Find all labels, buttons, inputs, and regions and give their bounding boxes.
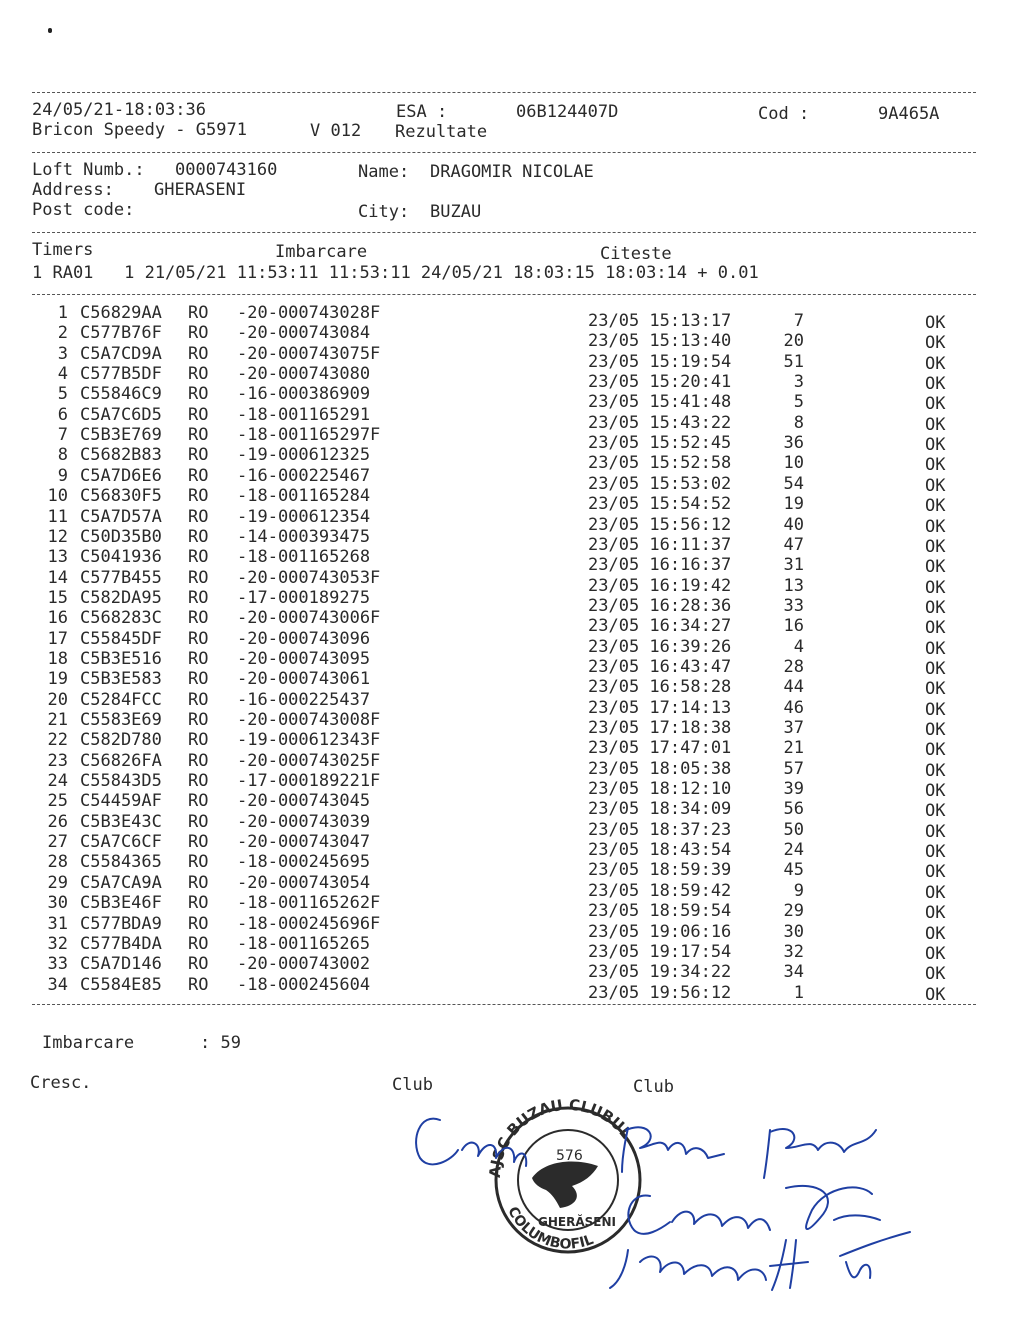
row-country: RO [188, 872, 209, 893]
row-number: 26 [47, 811, 68, 832]
row-arrival-time: 23/05 15:41:48 [588, 392, 732, 413]
row-number: 21 [47, 710, 68, 730]
device-name: Bricon Speedy - G5971 [32, 120, 247, 140]
row-arrival-time: 23/05 15:20:41 [588, 372, 732, 393]
row-number: 9 [57, 465, 68, 486]
row-ring-number: -18-000245696F [237, 913, 381, 934]
row-status: OK [925, 333, 946, 354]
row-chip-id: C5A7D57A [80, 506, 162, 527]
row-number: 4 [57, 364, 68, 385]
cod-label: Cod : [758, 104, 810, 124]
row-place: 10 [783, 453, 804, 474]
row-ring-number: -18-001165268 [237, 547, 371, 568]
row-status: OK [925, 536, 946, 557]
row-ring-number: -16-000386909 [237, 384, 371, 405]
row-country: RO [188, 567, 209, 588]
row-number: 33 [47, 954, 68, 975]
row-status: OK [925, 720, 946, 740]
row-chip-id: C56830F5 [80, 486, 162, 507]
row-chip-id: C5B3E46F [80, 893, 162, 914]
row-place: 19 [783, 494, 804, 515]
row-ring-number: -17-000189221F [237, 771, 381, 792]
row-arrival-time: 23/05 15:43:22 [588, 412, 732, 433]
row-place: 54 [783, 473, 804, 494]
row-country: RO [188, 404, 209, 425]
row-number: 31 [47, 913, 68, 934]
row-arrival-time: 23/05 19:06:16 [588, 921, 732, 942]
row-number: 6 [57, 404, 68, 425]
owner-name: DRAGOMIR NICOLAE [430, 162, 594, 182]
row-status: OK [925, 984, 946, 1005]
row-number: 10 [47, 486, 68, 507]
row-place: 9 [793, 880, 804, 901]
row-place: 5 [793, 392, 804, 413]
row-ring-number: -20-000743054 [237, 872, 371, 893]
row-place: 47 [783, 534, 804, 555]
row-chip-id: C577BDA9 [80, 913, 162, 934]
stamp-center-text: GHERĂSENI [538, 1215, 616, 1229]
row-chip-id: C577B455 [80, 567, 162, 588]
device-version: V 012 [310, 121, 362, 141]
row-arrival-time: 23/05 15:56:12 [588, 514, 732, 535]
row-arrival-time: 23/05 16:34:27 [588, 616, 732, 637]
row-place: 50 [783, 819, 804, 840]
row-chip-id: C56829AA [80, 303, 162, 323]
row-chip-id: C5041936 [80, 547, 162, 568]
row-number: 12 [47, 526, 68, 547]
club-label-1: Club [392, 1075, 433, 1095]
row-ring-number: -20-000743053F [237, 567, 381, 588]
row-status: OK [925, 964, 946, 985]
row-ring-number: -19-000612343F [237, 730, 381, 751]
row-ring-number: -20-000743002 [237, 954, 371, 975]
row-country: RO [188, 506, 209, 527]
row-place: 37 [783, 718, 804, 738]
row-status: OK [925, 658, 946, 679]
cod-value: 9A465A [878, 104, 940, 124]
row-ring-number: -16-000225467 [237, 465, 371, 486]
row-place: 3 [793, 372, 804, 393]
row-country: RO [188, 648, 209, 669]
row-arrival-time: 23/05 15:53:02 [588, 473, 732, 494]
row-ring-number: -14-000393475 [237, 526, 371, 547]
timers-title: Timers [32, 240, 94, 260]
row-country: RO [188, 954, 209, 975]
row-place: 1 [793, 982, 804, 1003]
row-country: RO [188, 465, 209, 486]
row-number: 28 [47, 852, 68, 873]
row-country: RO [188, 852, 209, 873]
signature-club-1 [622, 1127, 724, 1172]
row-number: 17 [47, 628, 68, 649]
row-chip-id: C5A7C6D5 [80, 404, 162, 425]
row-number: 29 [47, 872, 68, 893]
esa-label: ESA : [396, 102, 448, 122]
row-chip-id: C5B3E43C [80, 811, 162, 832]
row-country: RO [188, 364, 209, 385]
row-place: 44 [783, 677, 804, 698]
row-chip-id: C5584E85 [80, 974, 162, 995]
row-ring-number: -18-001165297F [237, 425, 381, 446]
row-arrival-time: 23/05 16:28:36 [588, 595, 732, 616]
row-place: 4 [793, 636, 804, 657]
row-chip-id: C5B3E516 [80, 648, 162, 669]
row-arrival-time: 23/05 15:52:45 [588, 433, 732, 454]
report-datetime: 24/05/21-18:03:36 [32, 100, 206, 120]
row-status: OK [925, 679, 946, 700]
row-chip-id: C5A7D6E6 [80, 465, 162, 486]
row-place: 29 [783, 901, 804, 922]
row-arrival-time: 23/05 18:12:10 [588, 779, 732, 800]
row-chip-id: C5583E69 [80, 710, 162, 730]
row-arrival-time: 23/05 16:39:26 [588, 636, 732, 657]
row-ring-number: -18-001165262F [237, 893, 381, 914]
row-arrival-time: 23/05 16:16:37 [588, 555, 732, 576]
row-country: RO [188, 750, 209, 771]
row-place: 56 [783, 799, 804, 820]
row-arrival-time: 23/05 18:05:38 [588, 758, 732, 779]
row-chip-id: C568283C [80, 608, 162, 629]
row-number: 5 [57, 384, 68, 405]
signature-club-4 [610, 1232, 910, 1290]
row-number: 32 [47, 933, 68, 954]
row-number: 27 [47, 832, 68, 853]
imbarcare-total-value: : 59 [200, 1033, 241, 1053]
row-place: 51 [783, 351, 804, 372]
row-number: 2 [57, 323, 68, 344]
row-arrival-time: 23/05 19:56:12 [588, 982, 732, 1003]
row-number: 25 [47, 791, 68, 812]
address-label: Address: [32, 180, 114, 200]
row-number: 16 [47, 608, 68, 629]
row-number: 18 [47, 648, 68, 669]
row-status: OK [925, 638, 946, 659]
row-ring-number: -18-000245695 [237, 852, 371, 873]
row-arrival-time: 23/05 18:59:39 [588, 860, 732, 881]
row-place: 57 [783, 758, 804, 779]
row-status: OK [925, 557, 946, 578]
row-place: 30 [783, 921, 804, 942]
row-number: 23 [47, 750, 68, 771]
row-ring-number: -20-000743061 [237, 669, 371, 690]
row-ring-number: -20-000743047 [237, 832, 371, 853]
row-status: OK [925, 618, 946, 639]
row-arrival-time: 23/05 15:13:40 [588, 331, 732, 352]
row-status: OK [925, 923, 946, 944]
row-chip-id: C5284FCC [80, 689, 162, 710]
address-value: GHERASENI [154, 180, 247, 200]
signature-club-2 [764, 1129, 876, 1178]
row-country: RO [188, 669, 209, 690]
row-number: 20 [47, 689, 68, 710]
row-place: 20 [783, 331, 804, 352]
row-place: 34 [783, 962, 804, 983]
row-country: RO [188, 323, 209, 344]
signature-club-3 [628, 1186, 880, 1234]
row-country: RO [188, 710, 209, 730]
row-number: 30 [47, 893, 68, 914]
row-place: 7 [793, 311, 804, 331]
row-arrival-time: 23/05 19:34:22 [588, 962, 732, 983]
row-ring-number: -19-000612325 [237, 445, 371, 466]
stamp-text-top: AJSC BUZAU CLUBUL [485, 1095, 636, 1179]
row-number: 8 [57, 445, 68, 466]
row-chip-id: C582DA95 [80, 587, 162, 608]
row-arrival-time: 23/05 16:58:28 [588, 677, 732, 698]
row-number: 19 [47, 669, 68, 690]
row-place: 31 [783, 555, 804, 576]
row-status: OK [925, 435, 946, 456]
row-arrival-time: 23/05 19:17:54 [588, 941, 732, 962]
row-place: 28 [783, 656, 804, 677]
row-number: 3 [57, 343, 68, 364]
row-country: RO [188, 689, 209, 710]
row-status: OK [925, 882, 946, 903]
row-place: 13 [783, 575, 804, 596]
row-place: 32 [783, 941, 804, 962]
row-status: OK [925, 821, 946, 842]
row-ring-number: -20-000743039 [237, 811, 371, 832]
row-arrival-time: 23/05 16:43:47 [588, 656, 732, 677]
row-ring-number: -20-000743008F [237, 710, 381, 730]
row-status: OK [925, 699, 946, 720]
row-country: RO [188, 913, 209, 934]
loft-label: Loft Numb.: [32, 160, 145, 180]
name-label: Name: [358, 162, 410, 182]
row-status: OK [925, 597, 946, 618]
row-ring-number: -18-001165265 [237, 933, 371, 954]
row-status: OK [925, 394, 946, 415]
row-place: 16 [783, 616, 804, 637]
loft-number: 0000743160 [175, 160, 278, 180]
row-arrival-time: 23/05 18:34:09 [588, 799, 732, 820]
row-number: 1 [57, 303, 68, 323]
row-arrival-time: 23/05 18:59:42 [588, 880, 732, 901]
row-status: OK [925, 760, 946, 781]
row-status: OK [925, 496, 946, 517]
row-arrival-time: 23/05 16:19:42 [588, 575, 732, 596]
row-chip-id: C56826FA [80, 750, 162, 771]
row-chip-id: C577B76F [80, 323, 162, 344]
row-status: OK [925, 740, 946, 761]
row-ring-number: -20-000743096 [237, 628, 371, 649]
row-arrival-time: 23/05 18:59:54 [588, 901, 732, 922]
row-number: 15 [47, 587, 68, 608]
row-number: 13 [47, 547, 68, 568]
stamp-text-bottom: COLUMBOFIL [504, 1204, 596, 1253]
row-country: RO [188, 384, 209, 405]
row-ring-number: -19-000612354 [237, 506, 371, 527]
row-arrival-time: 23/05 18:43:54 [588, 840, 732, 861]
row-chip-id: C5A7CA9A [80, 872, 162, 893]
row-number: 14 [47, 567, 68, 588]
row-country: RO [188, 771, 209, 792]
row-status: OK [925, 842, 946, 863]
row-status: OK [925, 374, 946, 395]
row-ring-number: -16-000225437 [237, 689, 371, 710]
row-ring-number: -20-000743025F [237, 750, 381, 771]
row-country: RO [188, 445, 209, 466]
row-number: 22 [47, 730, 68, 751]
row-chip-id: C50D35B0 [80, 526, 162, 547]
row-ring-number: -20-000743028F [237, 303, 381, 323]
row-place: 40 [783, 514, 804, 535]
row-chip-id: C55843D5 [80, 771, 162, 792]
row-number: 24 [47, 771, 68, 792]
row-status: OK [925, 353, 946, 374]
row-ring-number: -18-001165291 [237, 404, 371, 425]
row-status: OK [925, 516, 946, 537]
row-number: 7 [57, 425, 68, 446]
row-chip-id: C577B5DF [80, 364, 162, 385]
row-ring-number: -20-000743080 [237, 364, 371, 385]
row-chip-id: C5A7D146 [80, 954, 162, 975]
row-number: 11 [47, 506, 68, 527]
imbarcare-header: Imbarcare [275, 242, 368, 262]
row-place: 39 [783, 779, 804, 800]
row-country: RO [188, 486, 209, 507]
row-ring-number: -18-000245604 [237, 974, 371, 995]
row-number: 34 [47, 974, 68, 995]
postcode-label: Post code: [32, 200, 135, 220]
row-country: RO [188, 974, 209, 995]
row-ring-number: -20-000743045 [237, 791, 371, 812]
row-place: 46 [783, 697, 804, 718]
row-arrival-time: 23/05 15:52:58 [588, 453, 732, 474]
citeste-header: Citeste [600, 244, 672, 264]
row-country: RO [188, 587, 209, 608]
cresc-label: Cresc. [30, 1073, 92, 1093]
row-country: RO [188, 811, 209, 832]
row-arrival-time: 23/05 17:18:38 [588, 718, 732, 738]
row-status: OK [925, 577, 946, 598]
signature-cresc [416, 1119, 526, 1166]
row-country: RO [188, 547, 209, 568]
row-status: OK [925, 943, 946, 964]
row-arrival-time: 23/05 15:13:17 [588, 311, 732, 331]
row-chip-id: C5A7CD9A [80, 343, 162, 364]
row-country: RO [188, 303, 209, 323]
row-ring-number: -18-001165284 [237, 486, 371, 507]
city-label: City: [358, 202, 410, 222]
row-chip-id: C5682B83 [80, 445, 162, 466]
row-country: RO [188, 343, 209, 364]
row-country: RO [188, 526, 209, 547]
row-country: RO [188, 730, 209, 751]
city-value: BUZAU [430, 202, 482, 222]
stamp-number: 576 [556, 1148, 583, 1164]
row-status: OK [925, 801, 946, 822]
row-ring-number: -20-000743006F [237, 608, 381, 629]
row-place: 21 [783, 738, 804, 759]
row-country: RO [188, 608, 209, 629]
imbarcare-total-label: Imbarcare [42, 1033, 135, 1053]
row-chip-id: C5A7C6CF [80, 832, 162, 853]
row-status: OK [925, 313, 946, 333]
row-country: RO [188, 832, 209, 853]
row-arrival-time: 23/05 18:37:23 [588, 819, 732, 840]
row-chip-id: C5B3E583 [80, 669, 162, 690]
row-chip-id: C55845DF [80, 628, 162, 649]
timer-line: 1 RA01 1 21/05/21 11:53:11 11:53:11 24/05/21 18:03:15 18:03:14 + 0.01 [32, 263, 759, 283]
row-arrival-time: 23/05 17:14:13 [588, 697, 732, 718]
row-place: 24 [783, 840, 804, 861]
doc-type: Rezultate [395, 122, 488, 142]
row-status: OK [925, 455, 946, 476]
esa-value: 06B124407D [516, 102, 619, 122]
row-country: RO [188, 425, 209, 446]
row-status: OK [925, 903, 946, 924]
row-chip-id: C582D780 [80, 730, 162, 751]
row-chip-id: C54459AF [80, 791, 162, 812]
row-arrival-time: 23/05 17:47:01 [588, 738, 732, 759]
row-arrival-time: 23/05 15:54:52 [588, 494, 732, 515]
row-chip-id: C5B3E769 [80, 425, 162, 446]
row-ring-number: -20-000743095 [237, 648, 371, 669]
row-place: 8 [793, 412, 804, 433]
row-place: 45 [783, 860, 804, 881]
row-chip-id: C5584365 [80, 852, 162, 873]
row-country: RO [188, 893, 209, 914]
row-country: RO [188, 628, 209, 649]
row-place: 36 [783, 433, 804, 454]
row-arrival-time: 23/05 16:11:37 [588, 534, 732, 555]
row-chip-id: C55846C9 [80, 384, 162, 405]
row-status: OK [925, 781, 946, 802]
row-country: RO [188, 933, 209, 954]
row-status: OK [925, 862, 946, 883]
row-ring-number: -20-000743075F [237, 343, 381, 364]
row-status: OK [925, 475, 946, 496]
row-place: 33 [783, 595, 804, 616]
row-status: OK [925, 414, 946, 435]
row-chip-id: C577B4DA [80, 933, 162, 954]
club-label-2: Club [633, 1077, 674, 1097]
row-country: RO [188, 791, 209, 812]
row-ring-number: -17-000189275 [237, 587, 371, 608]
row-ring-number: -20-000743084 [237, 323, 371, 344]
row-arrival-time: 23/05 15:19:54 [588, 351, 732, 372]
